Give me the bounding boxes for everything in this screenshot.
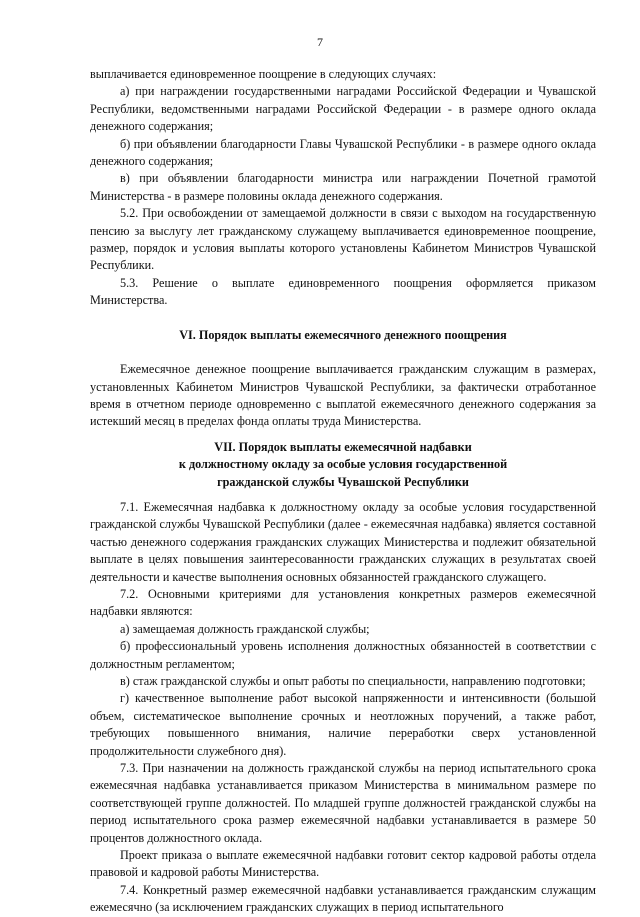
paragraph-6: Ежемесячное денежное поощрение выплачивается гражданским служащим в размерах, установленных Кабинетом Министров Чувашской Республики, за фактически отработанное время в отчетном периоде одновременно с выплатой ежемесячного денежного содержания за истекший месяц в пределах фонда оплаты труда Министерства. [90, 362, 596, 429]
paragraph-7-3-draft: Проект приказа о выплате ежемесячной надбавки готовит сектор кадровой работы отдела правовой и кадровой работы Министерства. [90, 848, 596, 880]
paragraph-7-2-c: в) стаж гражданской службы и опыт работы по специальности, направлению подготовки; [120, 674, 586, 688]
paragraph-5-2: 5.2. При освобождении от замещаемой должности в связи с выходом на государственную пенсию за выслугу лет гражданскому служащему выплачивается единовременное поощрение, размер, порядок и условия выплаты которого установлены Кабинетом Министров Чувашской Республики. [90, 206, 596, 273]
paragraph-7-2-a: а) замещаемая должность гражданской службы; [120, 621, 370, 636]
section-6-heading: VI. Порядок выплаты ежемесячного денежного поощрения [179, 327, 507, 342]
paragraph-7-2-b: б) профессиональный уровень исполнения должностных обязанностей в соответствии с должностным регламентом; [90, 639, 596, 671]
paragraph-intro: выплачивается единовременное поощрение в следующих случаях: [90, 67, 437, 81]
page-number: 7 [317, 35, 323, 49]
section-7-heading-line-1: VII. Порядок выплаты ежемесячной надбавки [214, 439, 472, 454]
paragraph-5-3: 5.3. Решение о выплате единовременного поощрения оформляется приказом Министерства. [90, 275, 596, 308]
section-7-heading-line-2: к должностному окладу за особые условия государственной [178, 457, 508, 472]
paragraph-7-2: 7.2. Основными критериями для установления конкретных размеров ежемесячной надбавки являются: [90, 586, 596, 619]
paragraph-7-2-d: г) качественное выполнение работ высокой напряженности и интенсивности (большой объем, систематическое выполнение срочных и неотложных поручений, а также работ, требующих повышенного внимания, наличие переработки сверх установленной продолжительности служебного дня). [90, 691, 596, 758]
page-body [90, 66, 596, 917]
paragraph-7-1: 7.1. Ежемесячная надбавка к должностному окладу за особые условия государственной гражданской службы Чувашской Республики (далее - ежемесячная надбавка) является составной частью денежного содержания гражданских служащих Министерства и подлежит обязательной выплате в целях повышения заинтересованности гражданских служащих в результатах своей деятельности и качестве выполнения основных обязанностей гражданского служащего. [90, 499, 596, 584]
paragraph-5-1-c: в) при объявлении благодарности министра или награждении Почетной грамотой Министерства - в размере половины оклада денежного содержания. [90, 171, 596, 203]
paragraph-7-4: 7.4. Конкретный размер ежемесячной надбавки устанавливается гражданским служащим ежемесячно (за исключением гражданских служащих в период испытательного [90, 882, 596, 915]
section-7-heading-line-3: гражданской службы Чувашской Республики [217, 474, 469, 489]
paragraph-5-1-b: б) при объявлении благодарности Главы Чувашской Республики - в размере одного оклада денежного содержания; [90, 136, 596, 169]
paragraph-5-1-a: а) при награждении государственными наградами Российской Федерации и Чувашской Республики, ведомственными наградами Российской Федерации - в размере одного оклада денежного содержания; [90, 84, 596, 134]
paragraph-7-3: 7.3. При назначении на должность гражданской службы на период испытательного срока ежемесячная надбавка устанавливается приказом Министерства в минимальном размере по соответствующей группе должностей. По младшей группе должностей гражданской службы на период испытательного срока размер ежемесячной надбавки устанавливается в размере 50 процентов должностного оклада. [90, 761, 596, 845]
